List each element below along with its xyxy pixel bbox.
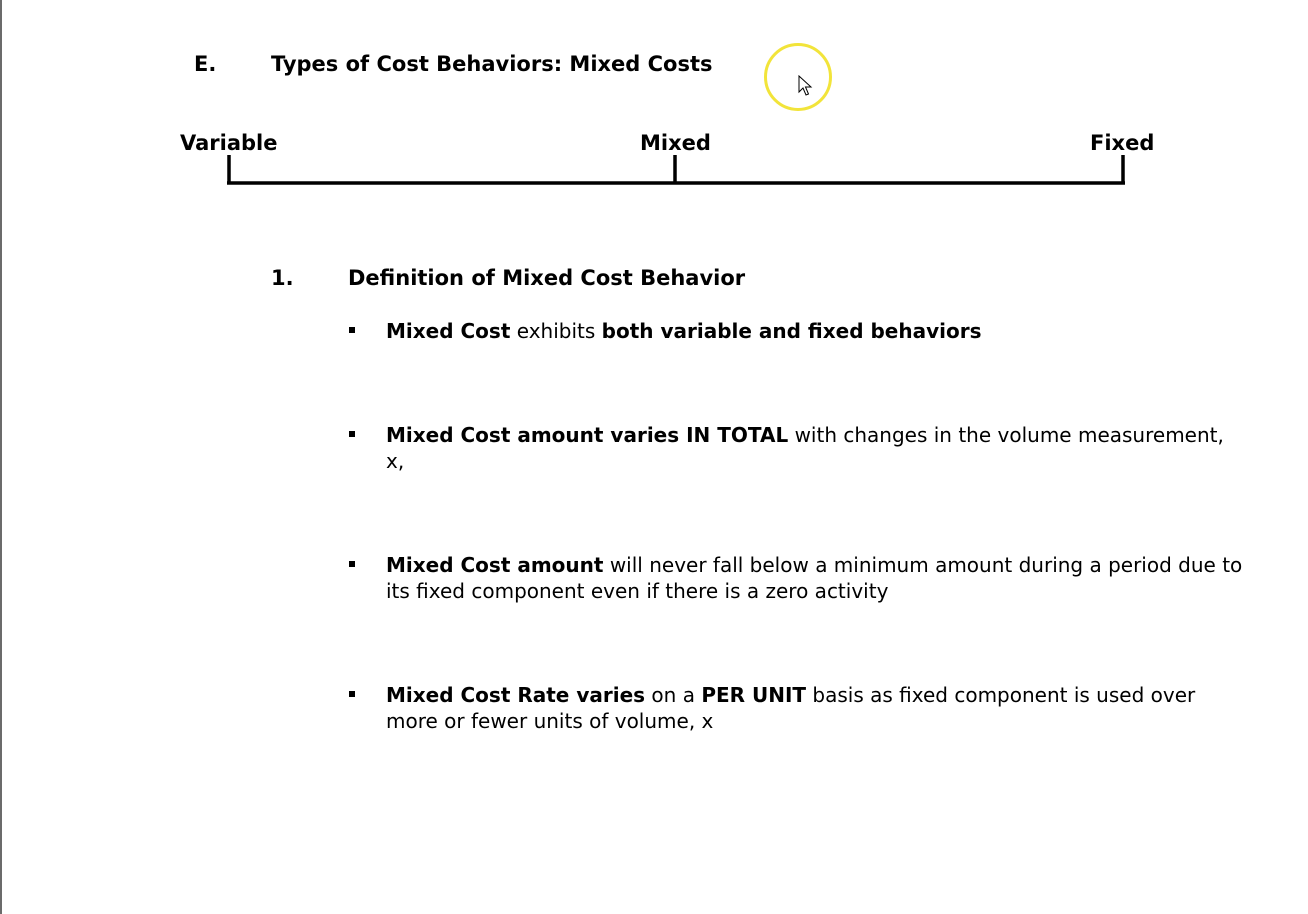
bullet-item-2 bbox=[386, 422, 1246, 474]
bullet-3-text-a: will never fall below a minimum amount during a period due to its fixed component even if there is a zero activity bbox=[386, 553, 1243, 603]
bullet-item-4 bbox=[386, 682, 1246, 734]
spectrum-label-mixed: Mixed bbox=[640, 131, 711, 155]
bullet-item-3 bbox=[386, 552, 1246, 604]
bullet-marker-icon bbox=[349, 431, 355, 437]
bullet-1-bold-a: Mixed Cost bbox=[386, 319, 511, 343]
bullet-4-text-b: basis as fixed component is used over more or fewer units of volume, x bbox=[386, 683, 1196, 733]
bullet-item-1 bbox=[386, 318, 1246, 344]
subsection-title: Definition of Mixed Cost Behavior bbox=[348, 266, 746, 290]
bullet-2-text-a: with changes in the volume measurement, x, bbox=[386, 423, 1224, 473]
subsection-number: 1. bbox=[271, 266, 294, 290]
bullet-2-bold-a: Mixed Cost amount varies IN TOTAL bbox=[386, 423, 789, 447]
bullet-marker-icon bbox=[349, 327, 355, 333]
mouse-pointer-icon bbox=[798, 75, 814, 101]
bullet-1-text-a: exhibits bbox=[510, 319, 602, 343]
page-left-border bbox=[0, 0, 2, 914]
spectrum-label-fixed: Fixed bbox=[1090, 131, 1155, 155]
bullet-marker-icon bbox=[349, 561, 355, 567]
bullet-marker-icon bbox=[349, 691, 355, 697]
bullet-3-bold-a: Mixed Cost amount bbox=[386, 553, 604, 577]
section-title: Types of Cost Behaviors: Mixed Costs bbox=[271, 52, 713, 76]
cost-behavior-spectrum-line bbox=[227, 155, 1125, 187]
spectrum-label-variable: Variable bbox=[180, 131, 278, 155]
bullet-4-text-a: on a bbox=[645, 683, 702, 707]
bullet-4-bold-a: Mixed Cost Rate varies bbox=[386, 683, 646, 707]
section-letter: E. bbox=[194, 52, 217, 76]
bullet-1-bold-b: both variable and fixed behaviors bbox=[601, 319, 982, 343]
bullet-4-bold-b: PER UNIT bbox=[701, 683, 807, 707]
